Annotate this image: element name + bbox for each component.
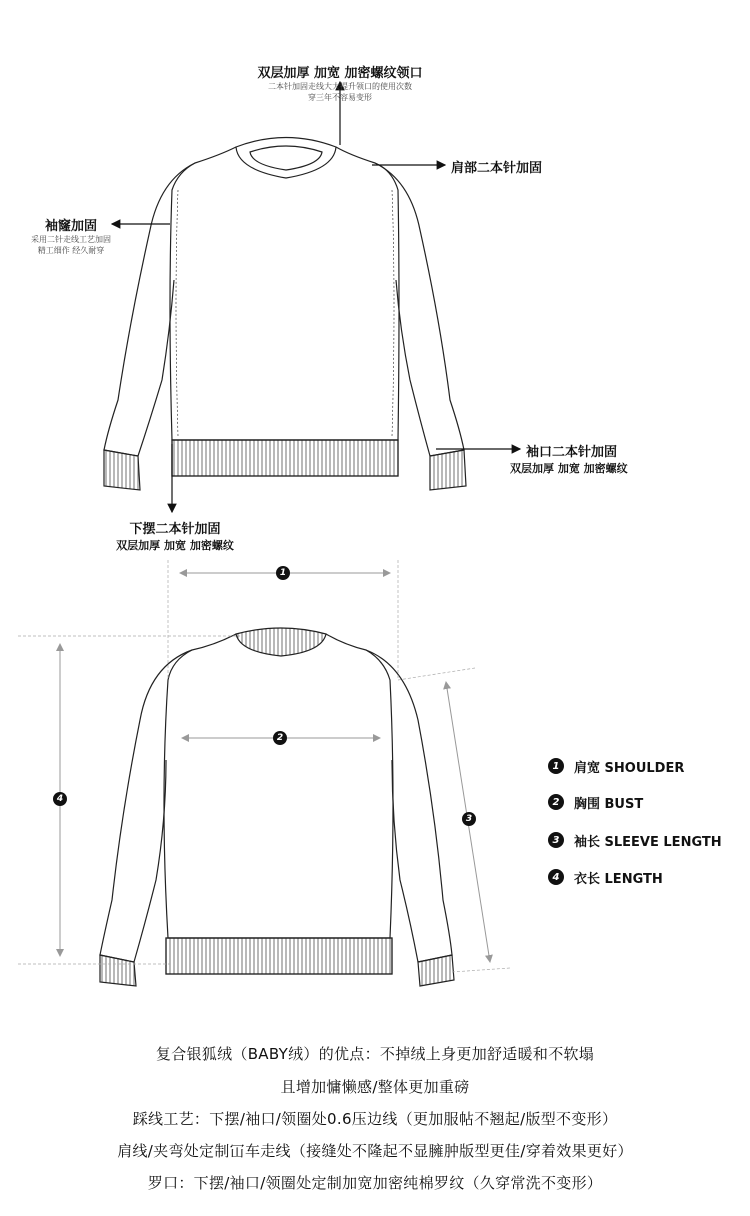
hem-sub: 双层加厚 加宽 加密螺纹	[116, 539, 234, 552]
legend-length	[548, 867, 663, 887]
dim-marker-shoulder: 1	[276, 566, 290, 580]
collar-callout	[250, 62, 430, 103]
legend-num: 3	[548, 832, 564, 848]
armhole-sub2: 精工细作 经久耐穿	[37, 246, 105, 255]
dimension-guides	[18, 560, 510, 972]
armhole-callout	[26, 215, 116, 256]
legend-label: 肩宽 SHOULDER	[574, 760, 685, 776]
armhole-sub1: 采用二针走线工艺加固	[31, 235, 111, 244]
legend-num: 4	[548, 869, 564, 885]
legend-label: 衣长 LENGTH	[574, 871, 663, 887]
legend-sleeve	[548, 830, 722, 850]
description-line-2: 且增加慵懒感/整体更加重磅	[280, 1078, 470, 1096]
dim-marker-length: 4	[53, 792, 67, 806]
legend-shoulder	[548, 756, 684, 776]
dim-marker-bust: 2	[273, 731, 287, 745]
legend-bust	[548, 792, 643, 812]
armhole-title: 袖窿加固	[44, 219, 97, 234]
bottom-sweater-drawing	[100, 628, 454, 986]
description-line-5: 罗口：下摆/袖口/领圈处定制加宽加密纯棉罗纹（久穿常洗不变形）	[147, 1174, 603, 1192]
cuff-callout	[510, 441, 628, 476]
collar-sub2: 穿三年不容易变形	[308, 93, 372, 102]
description-line-3: 踩线工艺：下摆/袖口/领圈处0.6压边线（更加服帖不翘起/版型不变形）	[132, 1110, 618, 1128]
hem-callout	[100, 518, 250, 553]
collar-sub1: 二本针加固走线大大提升领口的使用次数	[268, 82, 412, 91]
collar-title: 双层加厚 加宽 加密螺纹领口	[257, 66, 423, 81]
top-sweater-drawing	[104, 138, 466, 491]
dim-marker-sleeve: 3	[462, 812, 476, 826]
cuff-title: 袖口二本针加固	[526, 445, 618, 460]
description-line-4: 肩线/夹弯处定制冚车走线（接缝处不隆起不显臃肿版型更佳/穿着效果更好）	[117, 1142, 633, 1160]
legend-num: 1	[548, 758, 564, 774]
cuff-sub: 双层加厚 加宽 加密螺纹	[510, 462, 628, 475]
shoulder-callout: 肩部二本针加固	[451, 161, 543, 176]
legend-label: 胸围 BUST	[574, 796, 644, 812]
legend-num: 2	[548, 794, 564, 810]
hem-title: 下摆二本针加固	[129, 522, 221, 537]
legend-label: 袖长 SLEEVE LENGTH	[574, 834, 722, 850]
description-line-1: 复合银狐绒（BABY绒）的优点：不掉绒上身更加舒适暖和不软塌	[155, 1045, 595, 1063]
